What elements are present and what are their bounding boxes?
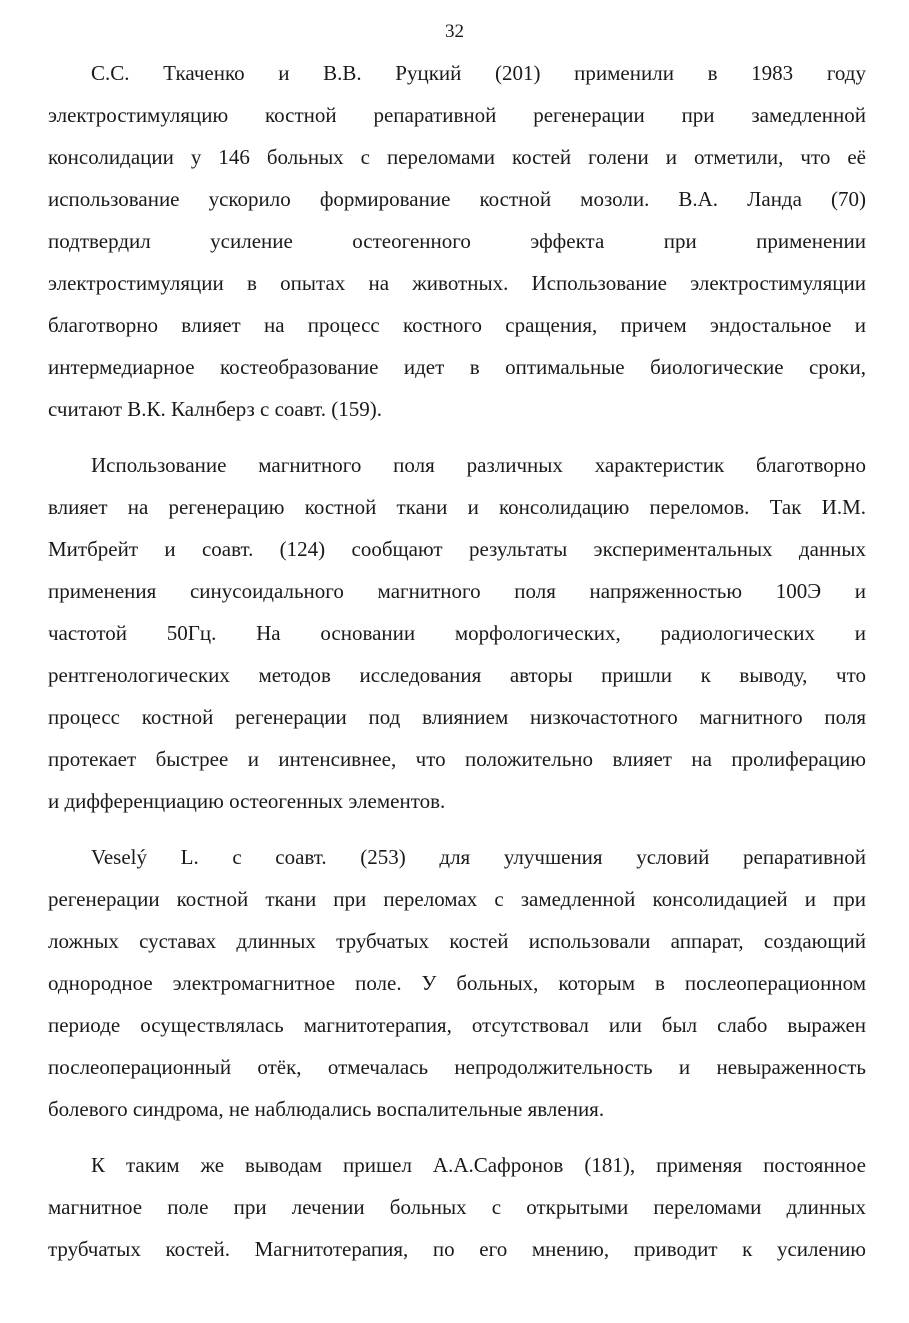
text-line: электростимуляцию костной репаративной регенерации при замедленной: [48, 103, 866, 127]
text-line: использование ускорило формирование костной мозоли. В.А. Ланда (70): [48, 187, 866, 211]
text-line: С.С. Ткаченко и В.В. Руцкий (201) применили в 1983 году: [91, 61, 866, 85]
paragraph: [48, 1144, 866, 1270]
text-line: применения синусоидального магнитного поля напряженностью 100Э и: [48, 579, 866, 603]
text-line: послеоперационный отёк, отмечалась непродолжительность и невыраженность: [48, 1055, 866, 1079]
text-line: периоде осуществлялась магнитотерапия, отсутствовал или был слабо выражен: [48, 1013, 866, 1037]
paragraph: [48, 52, 866, 430]
page-number: 32: [445, 21, 464, 42]
text-line: однородное электромагнитное поле. У больных, которым в послеоперационном: [48, 971, 866, 995]
text-line: К таким же выводам пришел А.А.Сафронов (181), применяя постоянное: [91, 1153, 866, 1177]
text-line: частотой 50Гц. На основании морфологических, радиологических и: [48, 621, 866, 645]
text-line: рентгенологических методов исследования авторы пришли к выводу, что: [48, 663, 866, 687]
text-line: трубчатых костей. Магнитотерапия, по его мнению, приводит к усилению: [48, 1237, 866, 1261]
text-line: Митбрейт и соавт. (124) сообщают результаты экспериментальных данных: [48, 537, 866, 561]
text-line: считают В.К. Калнберз с соавт. (159).: [48, 397, 382, 421]
text-line: подтвердил усиление остеогенного эффекта при применении: [48, 229, 866, 253]
text-line: ложных суставах длинных трубчатых костей использовали аппарат, создающий: [48, 929, 866, 953]
text-line: консолидации у 146 больных с переломами костей голени и отметили, что её: [48, 145, 866, 169]
text-line: регенерации костной ткани при переломах с замедленной консолидацией и при: [48, 887, 866, 911]
paragraph: [48, 836, 866, 1130]
paragraph: [48, 444, 866, 822]
text-line: болевого синдрома, не наблюдались воспалительные явления.: [48, 1097, 605, 1121]
text-line: магнитное поле при лечении больных с открытыми переломами длинных: [48, 1195, 866, 1219]
text-line: Использование магнитного поля различных характеристик благотворно: [91, 453, 866, 477]
text-line: процесс костной регенерации под влиянием низкочастотного магнитного поля: [48, 705, 866, 729]
text-line: и дифференциацию остеогенных элементов.: [48, 789, 446, 813]
text-line: интермедиарное костеобразование идет в оптимальные биологические сроки,: [48, 355, 866, 379]
text-line: влияет на регенерацию костной ткани и консолидацию переломов. Так И.М.: [48, 495, 866, 519]
text-line: электростимуляции в опытах на животных. Использование электростимуляции: [48, 271, 866, 295]
body-text: [48, 52, 866, 1284]
text-line: благотворно влияет на процесс костного сращения, причем эндостальное и: [48, 313, 866, 337]
text-line: протекает быстрее и интенсивнее, что положительно влияет на пролиферацию: [48, 747, 866, 771]
text-line: Veselý L. с соавт. (253) для улучшения условий репаративной: [91, 845, 866, 869]
